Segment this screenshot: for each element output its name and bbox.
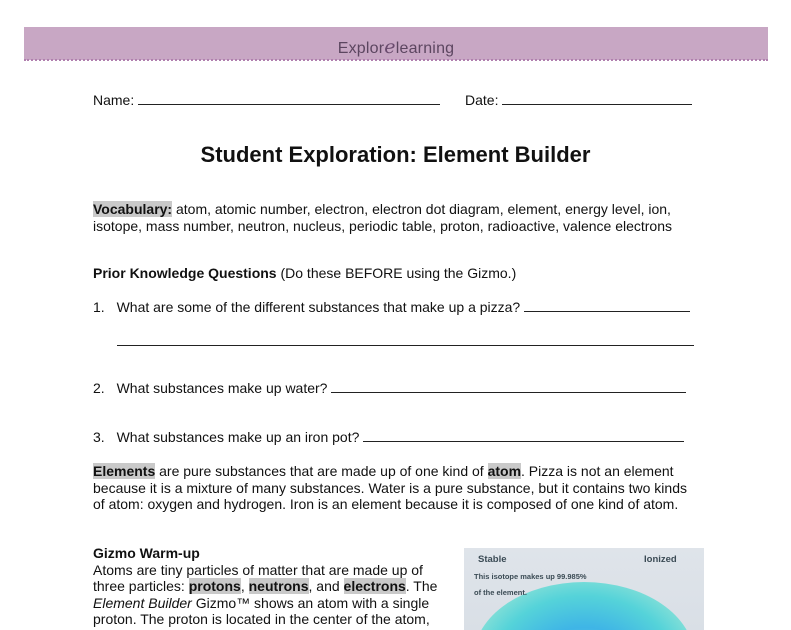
warmup-text: . The [405,578,438,594]
prior-knowledge-heading: Prior Knowledge Questions [93,265,277,281]
warmup-line4: proton. The proton is located in the center of the atom, [93,611,430,627]
question-text: What substances make up an iron pot? [116,429,364,445]
atom-term: atom [487,463,522,479]
elements-line3: of atom: oxygen and hydrogen. Iron is an element because it is composed of one kind of atom. [93,496,679,512]
header-divider [24,59,768,61]
logo-suffix: learning [395,40,455,57]
warmup-text: Gizmo™ shows an atom with a single [191,594,430,611]
question-number: 3. [93,429,105,445]
neutrons-term: neutrons [248,578,309,594]
warmup-text: three particles: [93,578,189,594]
element-builder-title: Element Builder [93,594,192,611]
isotope-info-line1: This isotope makes up 99.985% [474,572,587,581]
stable-label: Stable [478,554,507,565]
gizmo-warmup-section [93,545,437,628]
isotope-info-line2: of the element. [474,588,527,597]
date-input-line[interactable] [502,92,692,105]
question-number: 1. [93,299,105,315]
name-field-row [93,92,440,108]
header-bar [24,27,768,60]
logo-swirl: e [384,36,396,58]
question-2 [93,380,686,396]
question-text: What substances make up water? [116,380,332,396]
answer-line[interactable] [117,333,694,346]
explorelearning-logo [24,36,768,58]
ionized-label: Ionized [644,554,677,565]
question-1-continuation [117,333,694,349]
vocabulary-line1: atom, atomic number, electron, electron dot diagram, element, energy level, ion, [172,201,671,217]
vocabulary-label: Vocabulary: [93,201,173,217]
page-title: Student Exploration: Element Builder [200,142,591,167]
electrons-term: electrons [343,578,406,594]
question-number: 2. [93,380,105,396]
answer-line[interactable] [363,429,684,442]
warmup-heading: Gizmo Warm-up [93,545,200,561]
warmup-text: , [240,578,249,594]
elements-text: are pure substances that are made up of one kind of [155,463,488,479]
gizmo-screenshot [464,548,704,630]
elements-term: Elements [93,463,156,479]
question-text: What are some of the different substances that make up a pizza? [116,299,525,315]
date-field-row [465,92,692,108]
vocabulary-section [93,201,672,234]
protons-term: protons [188,578,241,594]
elements-line2: because it is a mixture of many substances. Water is a pure substance, but it contains two kinds [93,479,687,496]
question-1 [93,299,690,315]
prior-knowledge-heading-row [93,265,516,281]
prior-knowledge-note: (Do these BEFORE using the Gizmo.) [276,265,517,281]
question-3 [93,429,684,445]
vocabulary-line2: isotope, mass number, neutron, nucleus, periodic table, proton, radioactive, valence electrons [93,217,672,234]
logo-prefix: Explor [337,40,385,57]
warmup-text: , and [308,578,344,594]
elements-text: . Pizza is not an element [521,463,674,479]
answer-line[interactable] [524,299,690,312]
answer-line[interactable] [331,380,686,393]
date-label: Date: [465,92,503,108]
name-label: Name: [93,92,139,108]
warmup-line1: Atoms are tiny particles of matter that are made up of [93,561,423,578]
name-input-line[interactable] [138,92,440,105]
elements-paragraph [93,463,687,513]
